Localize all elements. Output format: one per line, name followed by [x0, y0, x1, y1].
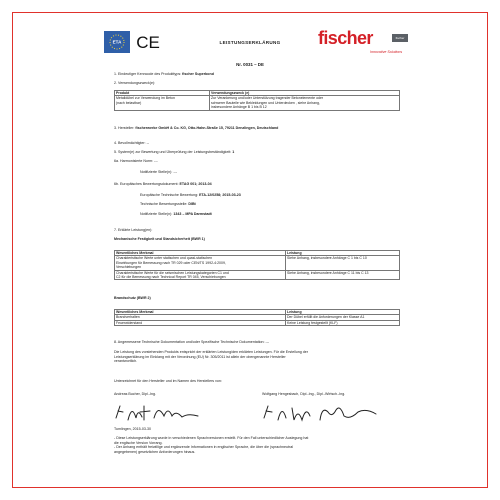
- table-cell: Feuerwiderstand: [115, 320, 286, 325]
- section-6a: 6a. Harmonisierte Norm: ---: [114, 159, 158, 163]
- section-8: 8. Angemessene Technische Dokumentation und/oder Spezifische Technische Dokumentation: ---: [114, 340, 270, 344]
- table-cell-line: Verschiebungen: [116, 265, 142, 270]
- table-cell-line: insbesondere Anhänge B 1 bis B 12: [211, 105, 267, 110]
- fischer-logo: [318, 28, 408, 56]
- table-cell-line: Charakteristische Werte unter statischen und quasi-statischen: [116, 256, 213, 261]
- brand-badge: fischer: [392, 34, 408, 42]
- section-6b-body: Technische Bewertungsstelle: DIBt: [140, 202, 196, 206]
- table-cell-line: Charakteristische Werte für die seismischen Leistungskategorien C1 und: [116, 270, 229, 275]
- section-6b-notified: Notifizierte Stelle(n): 1343 – MPA Darmstadt: [140, 212, 212, 216]
- document-title: LEISTUNGSERKLÄRUNG: [219, 40, 281, 45]
- ce-mark: [136, 32, 160, 52]
- sign-place-date: Tumlingen, 2015-03-30: [114, 427, 152, 431]
- section-6b-eta: Europäische Technische Bewertung: ETA-12/0258; 2015-03-23: [140, 193, 241, 197]
- svg-text:ETA: ETA: [112, 39, 122, 45]
- section-4: 4. Bevollmächtigter: --: [114, 141, 149, 145]
- mechanical-table: [114, 250, 400, 280]
- table-cell-line: schwerer Bauteile wie Bekleidungen und Unterdecken , siehe Anhang,: [211, 100, 320, 105]
- signed-for: Unterzeichnet für den Hersteller und im Namen des Herstellers von:: [114, 379, 222, 383]
- signer-1-name: Andreas Bucher, Dipl.-Ing.: [114, 392, 156, 396]
- table-cell: Siehe Anhang, insbesondere Anhänge C 11 bis C 13: [286, 270, 400, 280]
- section-5: 5. System(e) zur Bewertung und Überprüfung der Leistungsbeständigkeit: 1: [114, 150, 235, 154]
- table-cell: Keine Leistung festgestellt (KLF): [286, 320, 400, 325]
- footnotes: - Diese Leistungserklärung wurde in verschiedenen Sprachversionen erstellt. Für den Fall unterschiedlicher Auslegung hat die englische Version Vorrang. - Der Anhang enthält freiwillige und ergänzende Informationen in englischer Sprache, die über die (sprachneutral angegebenen) gesetzlichen Anforderungen hinaus.: [114, 436, 309, 454]
- table-cell-line: Metalldübel zur Verwendung im Beton: [116, 96, 175, 101]
- table-row: [115, 320, 400, 325]
- mechanical-heading: Mechanische Festigkeit und Standsicherheit (BWR 1): [114, 237, 205, 241]
- fire-table: [114, 309, 400, 326]
- table-row: [115, 96, 400, 110]
- fire-heading: Brandschutz (BWR 2): [114, 296, 151, 300]
- section-6b: 6b. Europäisches Bewertungsdokument: ETAG 001; 2013-04: [114, 182, 212, 186]
- brand-tagline: Innovative Solutions: [370, 50, 403, 54]
- table-header: Produkt: [115, 91, 210, 96]
- section-3: 3. Hersteller: fischerwerke GmbH & Co. KG, Otto-Hahn-Straße 15, 79211 Denzlingen, Deutschland: [114, 126, 279, 130]
- table-cell: Der Dübel erfüllt die Anforderungen der Klasse A1: [286, 315, 400, 320]
- section-2: 2. Verwendungszweck(e):: [114, 81, 156, 85]
- section-6a-body: Notifizierte Stelle(n): ---: [140, 170, 177, 174]
- section-1: 1. Eindeutiger Kenncode des Produkttyps: fischer Superbond: [114, 72, 214, 76]
- table-row: [115, 256, 400, 270]
- table-cell: Brandverhalten: [115, 315, 286, 320]
- signer-2-name: Wolfgang Hengesbach, Dipl.-Ing., Dipl.-Wirtsch.-Ing.: [262, 392, 346, 396]
- table-cell-line: Zur Verankerung und/oder Unterstützung tragender Betonelemente oder: [211, 96, 324, 101]
- table-header: Verwendungszweck (e): [210, 91, 400, 96]
- eta-logo: [104, 31, 130, 53]
- table-cell-line: (nach belastbar): [116, 100, 142, 105]
- declaration-text: Die Leistung des vorstehenden Produkts entspricht der erklärten Leistung/den erklärten Leistungen. Für die Erstellung der Leistungserklärung im Einklang mit der Verordnung (EU) Nr. 305/2011 ist allein der obengenannte Hersteller verantwortlich.: [114, 350, 308, 364]
- brand-name: fischer: [318, 28, 373, 48]
- section-7: 7. Erklärte Leistung(en):: [114, 228, 153, 232]
- table-cell: Siehe Anhang, insbesondere Anhänge C 1 bis C 10: [286, 256, 400, 270]
- table-row: [115, 270, 400, 280]
- svg-text:CE: CE: [136, 33, 160, 52]
- table-header: Wesentliches Merkmal: [115, 251, 286, 256]
- table-header: Wesentliches Merkmal: [115, 310, 286, 315]
- signature-2: [262, 402, 380, 424]
- table-header: Leistung: [286, 251, 400, 256]
- table-cell-line: C2 für die Bemessung nach Technical Report TR 045, Verschiebungen: [116, 275, 226, 280]
- signature-1: [114, 402, 204, 424]
- table-cell-line: Einwirkungen für Bemessung nach TR 029 oder CEN/TS 1992-4:2009,: [116, 260, 226, 265]
- usage-table: [114, 90, 400, 111]
- document-number: Nr. 0031 – DE: [236, 62, 264, 67]
- table-header: Leistung: [286, 310, 400, 315]
